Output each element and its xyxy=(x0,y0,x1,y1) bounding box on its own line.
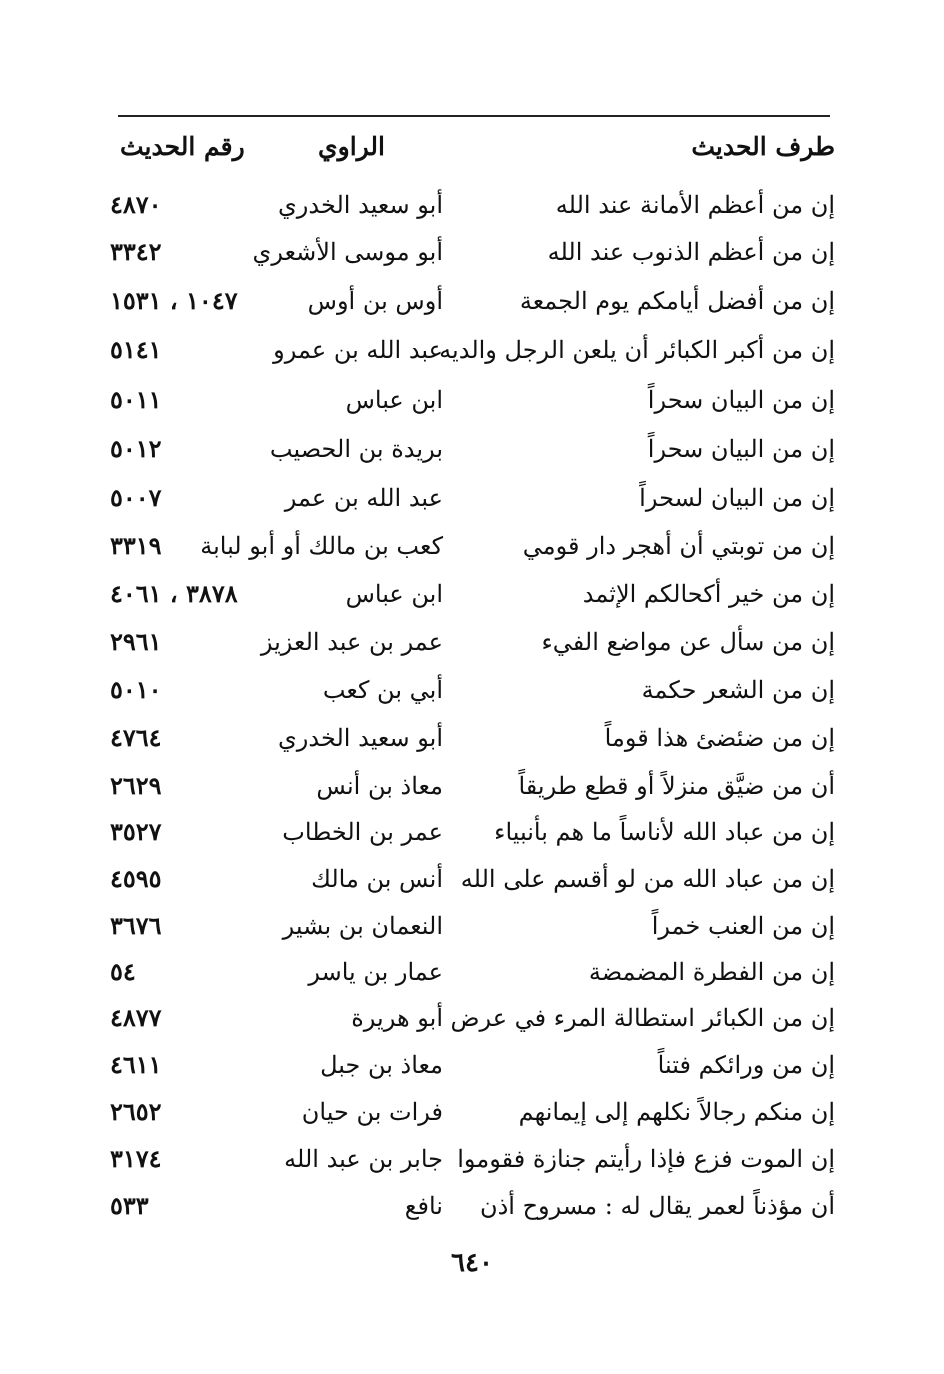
hadith-text: إن من الفطرة المضمضة xyxy=(588,958,835,986)
header-hadith: طرف الحديث xyxy=(691,132,835,161)
narrator: النعمان بن بشير xyxy=(282,912,443,940)
hadith-number: ٢٩٦١ xyxy=(110,627,162,656)
narrator: ابن عباس xyxy=(345,386,443,414)
hadith-text: إن من عباد الله لأناساً ما هم بأنبياء xyxy=(494,818,835,846)
narrator: عمر بن عبد العزيز xyxy=(260,628,443,656)
hadith-number: ٥٣٣ xyxy=(110,1191,149,1220)
narrator: عمار بن ياسر xyxy=(308,958,443,986)
table-row xyxy=(100,327,835,373)
hadith-text: إن من عباد الله من لو أقسم على الله xyxy=(460,865,835,893)
hadith-number: ٤٥٩٥ xyxy=(110,864,162,893)
hadith-text: إن من أعظم الأمانة عند الله xyxy=(555,191,835,219)
hadith-text: إن من الكبائر استطالة المرء في عرض xyxy=(450,1004,835,1032)
table-row xyxy=(100,715,835,761)
table-row xyxy=(100,949,835,995)
hadith-number: ١٠٤٧ ، ١٥٣١ xyxy=(110,286,238,315)
hadith-text: إن من البيان لسحراً xyxy=(639,484,835,512)
table-row xyxy=(100,475,835,521)
narrator: بريدة بن الحصيب xyxy=(269,435,443,463)
hadith-text: إن من سأل عن مواضع الفيء xyxy=(541,628,835,656)
hadith-text: إن الموت فزع فإذا رأيتم جنازة فقوموا xyxy=(457,1145,835,1173)
hadith-number: ٥١٤١ xyxy=(110,335,162,364)
hadith-text: إن من الشعر حكمة xyxy=(641,676,835,704)
hadith-number: ٥٠١١ xyxy=(110,385,162,414)
table-row xyxy=(100,1183,835,1229)
hadith-number: ٢٦٥٢ xyxy=(110,1097,162,1126)
hadith-number: ٥٤ xyxy=(110,957,136,986)
table-row xyxy=(100,571,835,617)
narrator: أبو سعيد الخدري xyxy=(278,724,443,752)
table-row xyxy=(100,523,835,569)
narrator: أبي بن كعب xyxy=(322,676,443,704)
narrator: فرات بن حيان xyxy=(301,1098,443,1126)
table-row xyxy=(100,278,835,324)
table-header xyxy=(100,124,835,170)
table-row xyxy=(100,1089,835,1135)
hadith-text: أن مؤذناً لعمر يقال له : مسروح أذن xyxy=(479,1192,835,1220)
hadith-text: إن من البيان سحراً xyxy=(647,386,835,414)
hadith-text: إن من أعظم الذنوب عند الله xyxy=(547,238,835,266)
hadith-number: ٥٠١٠ xyxy=(110,675,162,704)
narrator: معاذ بن جبل xyxy=(320,1051,443,1079)
hadith-number: ٤٦١١ xyxy=(110,1050,162,1079)
narrator: أبو سعيد الخدري xyxy=(278,191,443,219)
hadith-number: ٤٨٧٧ xyxy=(110,1003,162,1032)
narrator: معاذ بن أنس xyxy=(316,772,443,800)
narrator: أوس بن أوس xyxy=(307,287,443,315)
hadith-number: ٣٨٧٨ ، ٤٠٦١ xyxy=(110,579,238,608)
table-row xyxy=(100,1136,835,1182)
hadith-number: ٣٣٤٢ xyxy=(110,237,162,266)
hadith-text: إن من العنب خمراً xyxy=(651,912,835,940)
hadith-number: ٣٥٢٧ xyxy=(110,817,162,846)
header-narrator: الراوي xyxy=(318,132,385,161)
narrator: عبد الله بن عمرو xyxy=(273,336,443,364)
hadith-number: ٤٨٧٠ xyxy=(110,190,162,219)
hadith-text: إن من البيان سحراً xyxy=(647,435,835,463)
hadith-text: إن منكم رجالاً نكلهم إلى إيمانهم xyxy=(518,1098,835,1126)
narrator: عمر بن الخطاب xyxy=(282,818,443,846)
hadith-text: إن من أكبر الكبائر أن يلعن الرجل والديه xyxy=(439,336,835,364)
narrator: نافع xyxy=(404,1192,443,1220)
table-row xyxy=(100,229,835,275)
table-row xyxy=(100,995,835,1041)
hadith-number: ٢٦٢٩ xyxy=(110,771,162,800)
table-row xyxy=(100,182,835,228)
hadith-number: ٣١٧٤ xyxy=(110,1144,162,1173)
hadith-text: أن من ضيَّق منزلاً أو قطع طريقاً xyxy=(518,772,835,800)
header-number: رقم الحديث xyxy=(120,132,245,161)
table-row xyxy=(100,426,835,472)
hadith-number: ٣٦٧٦ xyxy=(110,911,162,940)
hadith-text: إن من ورائكم فتناً xyxy=(657,1051,835,1079)
hadith-text: إن من ضئضئ هذا قوماً xyxy=(604,724,835,752)
narrator: أبو هريرة xyxy=(351,1004,443,1032)
narrator: أنس بن مالك xyxy=(311,865,443,893)
table-row xyxy=(100,809,835,855)
table-row xyxy=(100,667,835,713)
page-number: ٦٤٠ xyxy=(451,1248,493,1278)
table-row xyxy=(100,377,835,423)
table-row xyxy=(100,903,835,949)
hadith-text: إن من أفضل أيامكم يوم الجمعة xyxy=(519,287,835,315)
hadith-number: ٣٣١٩ xyxy=(110,531,162,560)
hadith-text: إن من خير أكحالكم الإثمد xyxy=(582,580,835,608)
table-row xyxy=(100,619,835,665)
table-row xyxy=(100,1042,835,1088)
narrator: ابن عباس xyxy=(345,580,443,608)
narrator: أبو موسى الأشعري xyxy=(252,238,443,266)
hadith-text: إن من توبتي أن أهجر دار قومي xyxy=(522,532,835,560)
hadith-number: ٥٠١٢ xyxy=(110,434,162,463)
header-rule xyxy=(118,115,830,117)
narrator: كعب بن مالك أو أبو لبابة xyxy=(200,532,443,560)
hadith-number: ٤٧٦٤ xyxy=(110,723,162,752)
hadith-number: ٥٠٠٧ xyxy=(110,483,162,512)
narrator: عبد الله بن عمر xyxy=(284,484,443,512)
table-row xyxy=(100,763,835,809)
narrator: جابر بن عبد الله xyxy=(284,1145,443,1173)
table-row xyxy=(100,856,835,902)
